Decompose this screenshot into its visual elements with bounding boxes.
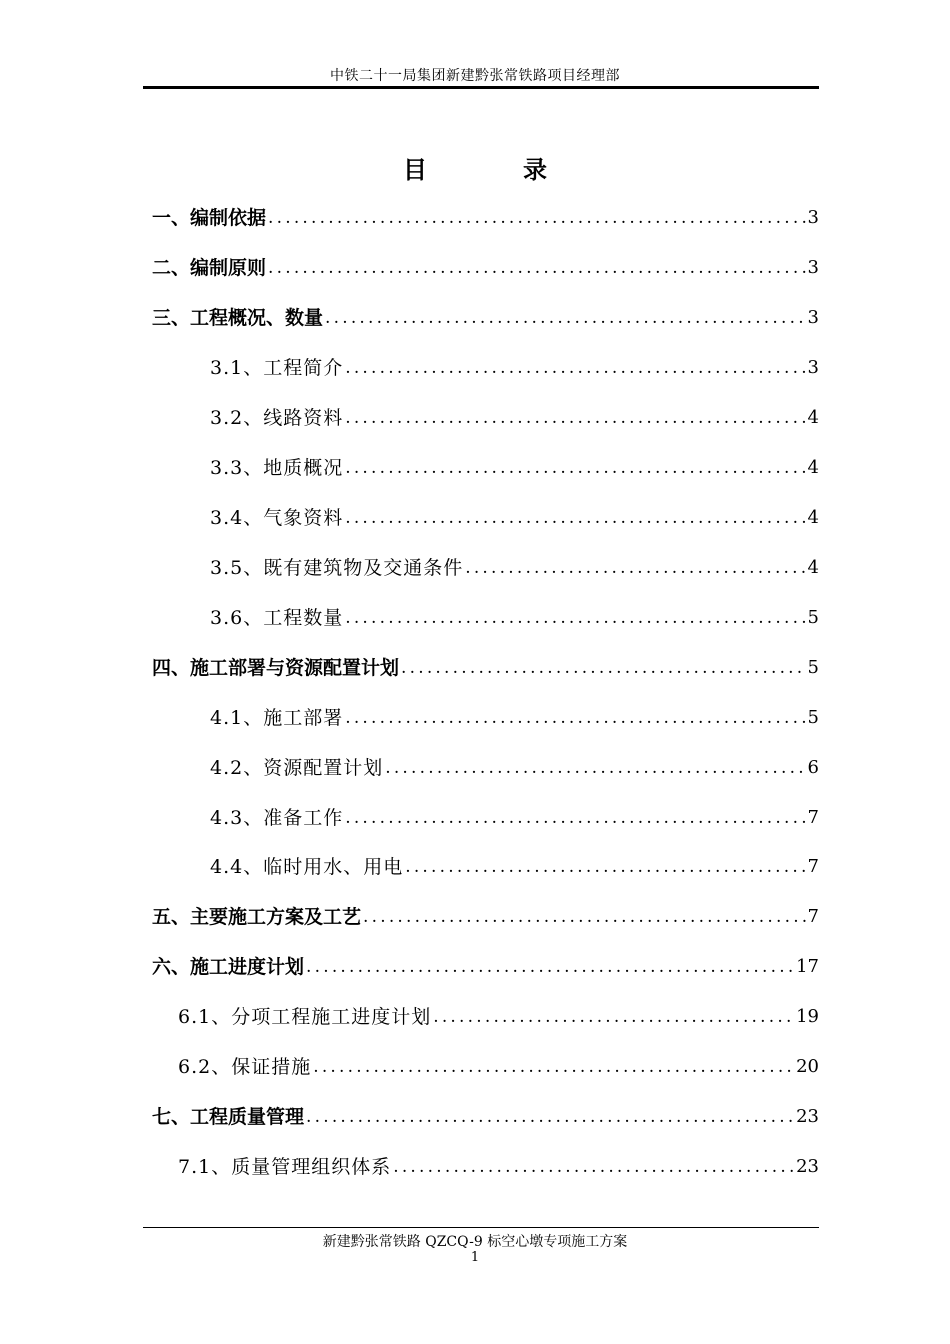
toc-entry-label: 6.1、分项工程施工进度计划: [178, 1006, 432, 1028]
page-number: 1: [470, 1250, 480, 1265]
toc-entry-label: 6.2、保证措施: [178, 1056, 312, 1078]
toc-entry[interactable]: [210, 600, 819, 630]
toc-entry[interactable]: [210, 800, 819, 830]
toc-entry-label: 4.1、施工部署: [210, 707, 344, 729]
toc-entry[interactable]: [152, 1099, 819, 1129]
toc-entry-label: 七、工程质量管理: [152, 1106, 305, 1128]
toc-entry-page: 7: [807, 807, 819, 828]
toc-leader-dots: [343, 356, 805, 380]
toc-leader-dots: [383, 756, 805, 780]
toc-entry-label: 3.5、既有建筑物及交通条件: [210, 557, 464, 579]
toc-leader-dots: [266, 256, 806, 280]
toc-entry-page: 5: [807, 707, 819, 728]
toc-leader-dots: [343, 806, 805, 830]
toc-entry[interactable]: [152, 300, 819, 330]
toc-entry-label: 3.6、工程数量: [210, 607, 344, 629]
toc-entry-page: 20: [796, 1056, 819, 1077]
toc-entry[interactable]: [152, 650, 819, 680]
toc-entry[interactable]: [178, 999, 819, 1029]
toc-entry-page: 23: [796, 1156, 819, 1177]
toc-entry-label: 7.1、质量管理组织体系: [178, 1156, 392, 1178]
toc-entry[interactable]: [210, 849, 819, 879]
toc-entry-page: 3: [807, 257, 819, 278]
toc-leader-dots: [399, 656, 806, 680]
toc-entry[interactable]: [210, 500, 819, 530]
toc-entry-page: 19: [796, 1006, 819, 1027]
toc-leader-dots: [343, 706, 805, 730]
toc-leader-dots: [361, 905, 806, 929]
toc-title: 目 录: [403, 155, 583, 184]
toc-entry[interactable]: [210, 550, 819, 580]
toc-entry-page: 5: [807, 607, 819, 628]
toc-entry[interactable]: [210, 450, 819, 480]
toc-entry[interactable]: [152, 899, 819, 929]
toc-leader-dots: [343, 506, 805, 530]
toc-leader-dots: [391, 1155, 794, 1179]
toc-entry-page: 3: [807, 357, 819, 378]
toc-entry-page: 17: [796, 956, 819, 977]
toc-leader-dots: [463, 556, 805, 580]
toc-entry[interactable]: [210, 750, 819, 780]
toc-entry-page: 4: [807, 557, 819, 578]
toc-entry[interactable]: [178, 1049, 819, 1079]
toc-entry[interactable]: [152, 200, 819, 230]
toc-entry-label: 3.2、线路资料: [210, 407, 344, 429]
footer-rule: [143, 1227, 819, 1228]
toc-leader-dots: [304, 955, 794, 979]
toc-leader-dots: [304, 1105, 794, 1129]
toc-entry-label: 4.4、临时用水、用电: [210, 856, 404, 878]
toc-entry-label: 四、施工部署与资源配置计划: [152, 657, 400, 679]
toc-entry-page: 3: [807, 207, 819, 228]
toc-entry-page: 4: [807, 407, 819, 428]
toc-leader-dots: [343, 606, 805, 630]
toc-entry-label: 4.3、准备工作: [210, 807, 344, 829]
toc-entry[interactable]: [210, 700, 819, 730]
toc-leader-dots: [311, 1055, 794, 1079]
toc-entry-label: 三、工程概况、数量: [152, 307, 324, 329]
toc-entry-page: 23: [796, 1106, 819, 1127]
toc-entry-label: 4.2、资源配置计划: [210, 757, 384, 779]
toc-leader-dots: [266, 206, 806, 230]
toc-entry-label: 六、施工进度计划: [152, 956, 305, 978]
toc-leader-dots: [431, 1005, 794, 1029]
toc-entry-label: 一、编制依据: [152, 207, 267, 229]
toc-entry[interactable]: [210, 400, 819, 430]
running-footer: 新建黔张常铁路 QZCQ-9 标空心墩专项施工方案: [322, 1234, 628, 1250]
toc-entry-page: 7: [807, 906, 819, 927]
toc-entry-page: 7: [807, 856, 819, 877]
toc-entry[interactable]: [210, 350, 819, 380]
toc-entry-page: 5: [807, 657, 819, 678]
running-header: 中铁二十一局集团新建黔张常铁路项目经理部: [330, 68, 620, 84]
toc-entry-page: 4: [807, 507, 819, 528]
toc-leader-dots: [323, 306, 806, 330]
toc-entry-page: 6: [807, 757, 819, 778]
toc-leader-dots: [343, 406, 805, 430]
toc-entry-label: 二、编制原则: [152, 257, 267, 279]
toc-entry[interactable]: [152, 949, 819, 979]
toc-entry-label: 3.3、地质概况: [210, 457, 344, 479]
toc-entry-label: 3.1、工程简介: [210, 357, 344, 379]
toc-entry[interactable]: [152, 250, 819, 280]
toc-leader-dots: [343, 456, 805, 480]
toc-entry-label: 五、主要施工方案及工艺: [152, 906, 362, 928]
toc-entry[interactable]: [178, 1149, 819, 1179]
toc-entry-page: 4: [807, 457, 819, 478]
toc-entry-label: 3.4、气象资料: [210, 507, 344, 529]
toc-leader-dots: [403, 855, 805, 879]
toc-entry-page: 3: [807, 307, 819, 328]
